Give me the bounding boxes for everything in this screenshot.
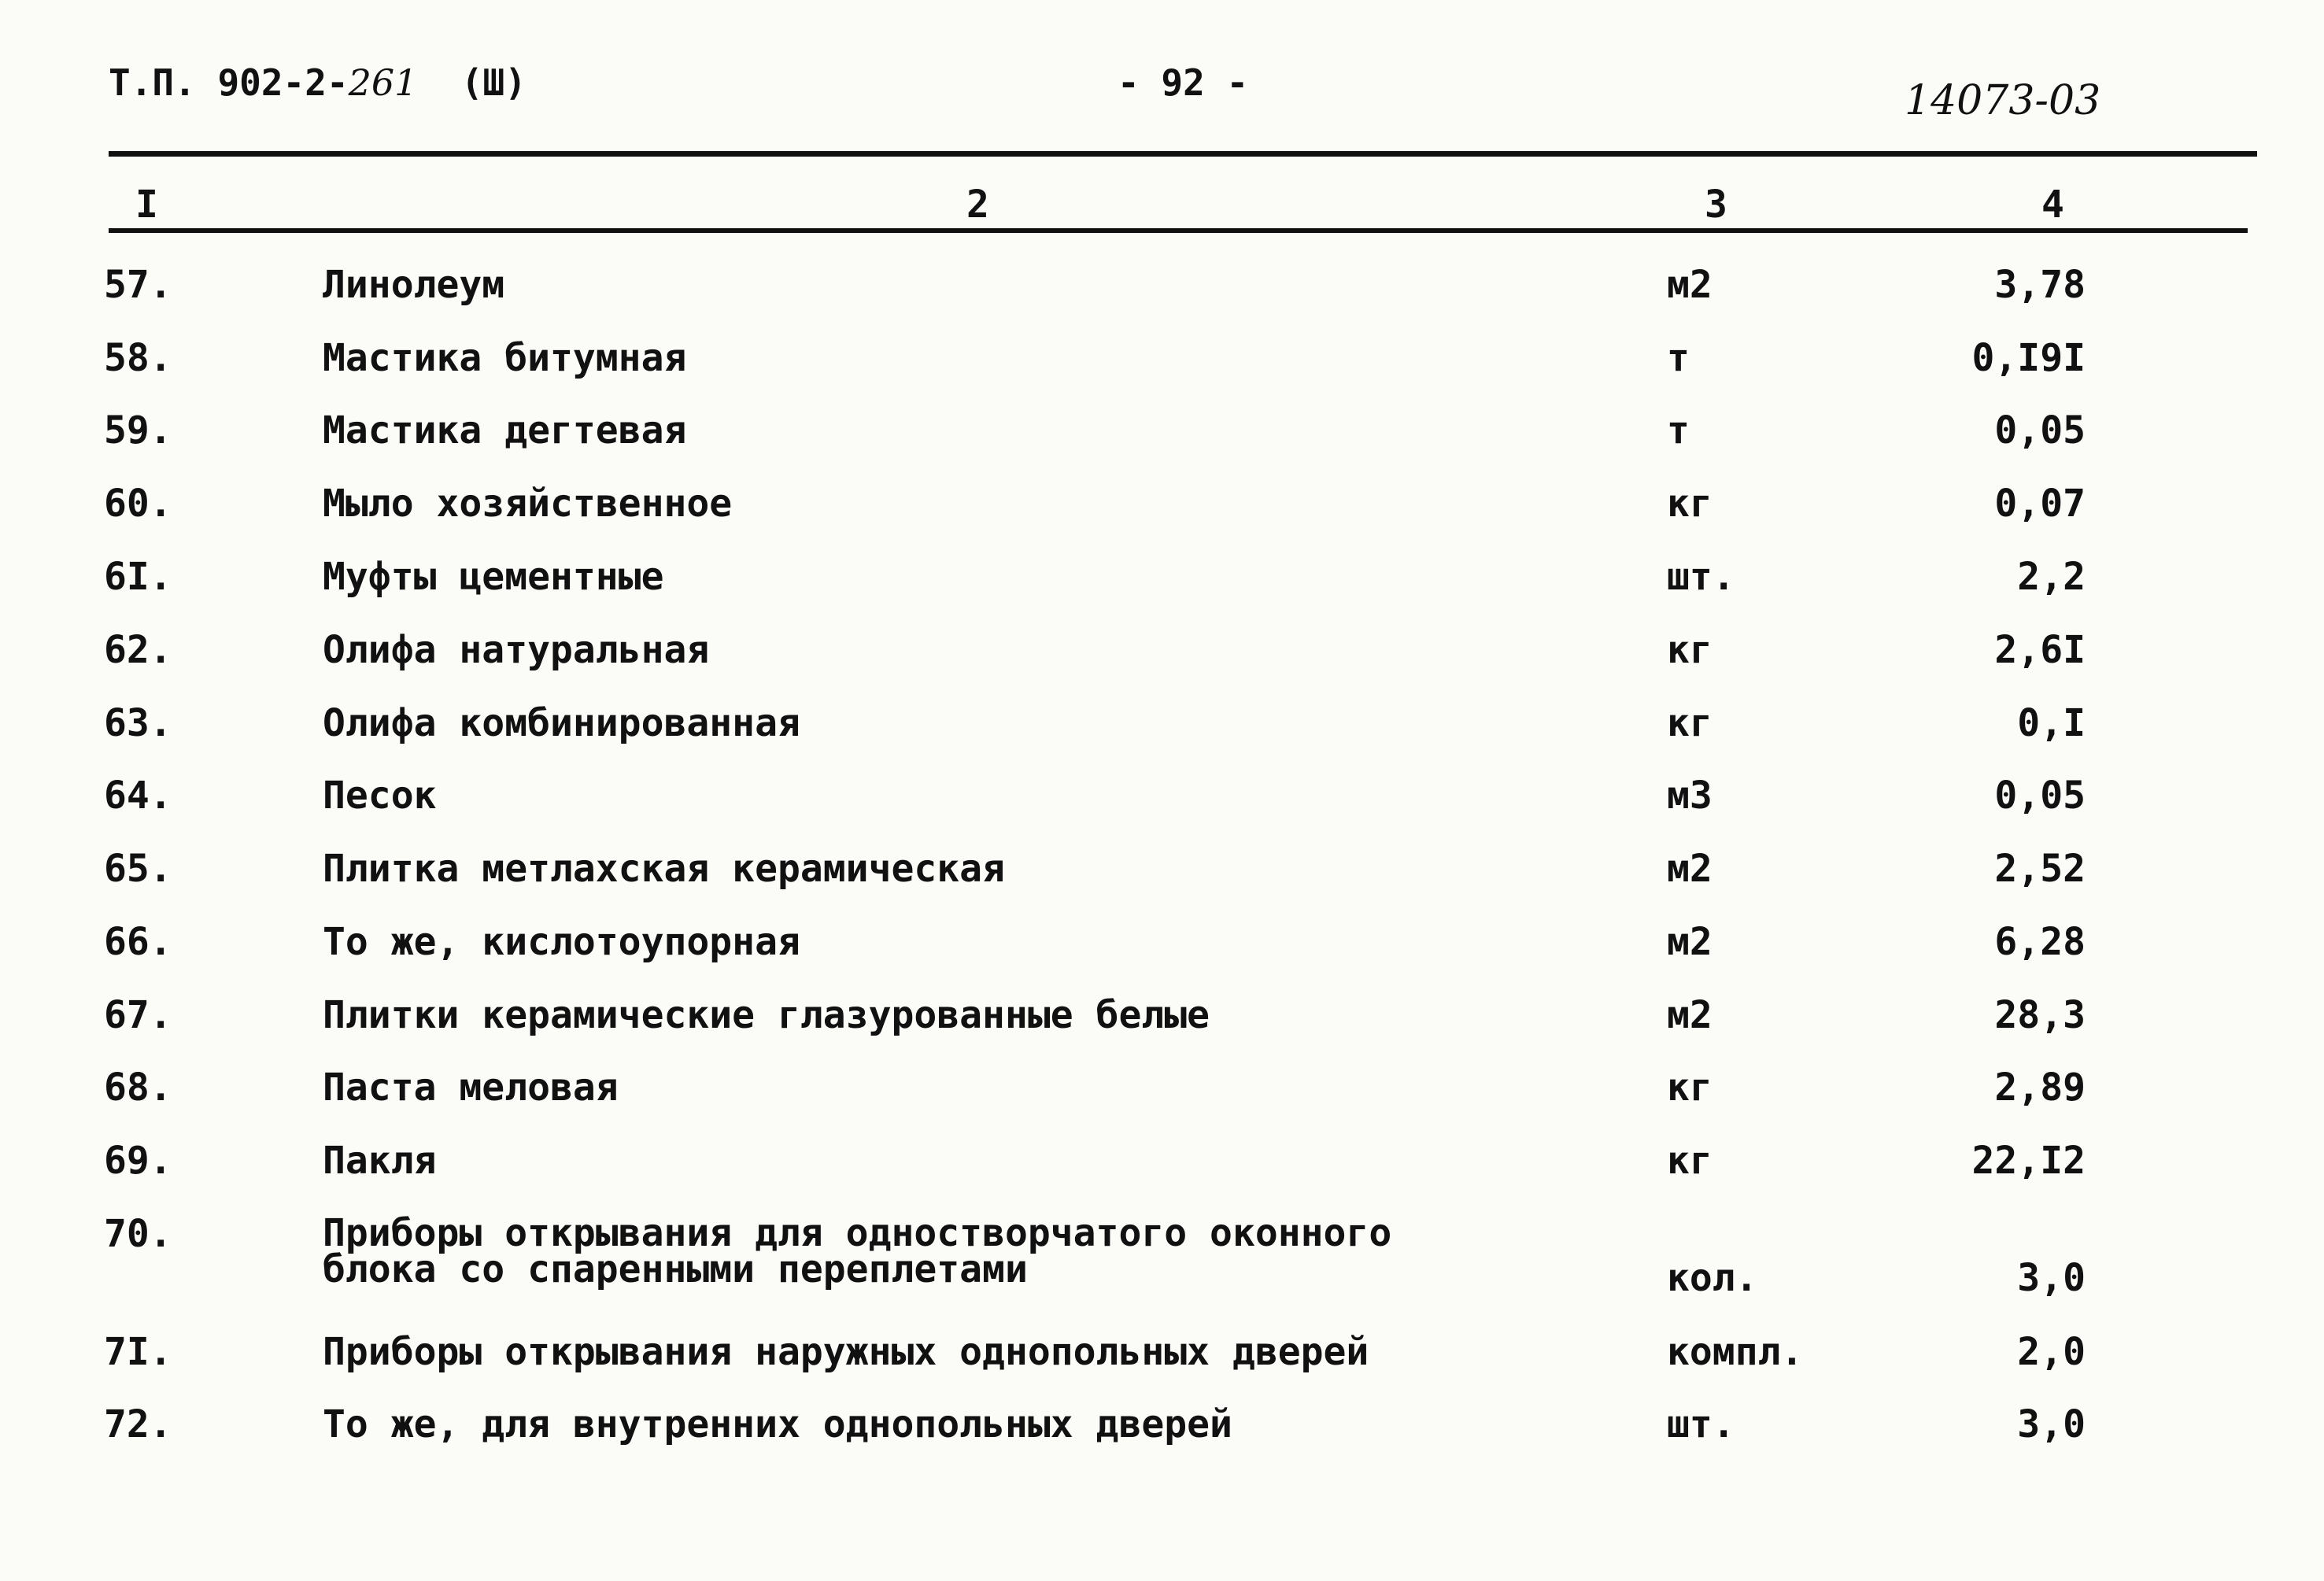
document-code-prefix: Т.П. 902-2-: [109, 61, 349, 104]
table-row: [0, 1402, 2324, 1468]
row-number: 59.: [104, 408, 172, 453]
material-name: Приборы открывания наружных однопольных дверей: [323, 1330, 1369, 1374]
quantity: 2,0: [2017, 1330, 2086, 1374]
table-row: [0, 336, 2324, 402]
row-number: 67.: [104, 993, 172, 1037]
table-row: [0, 628, 2324, 694]
quantity: 2,2: [2017, 555, 2086, 599]
table-row: [0, 1330, 2324, 1396]
table-row: [0, 1066, 2324, 1132]
row-number: 65.: [104, 847, 172, 891]
table-row: [0, 701, 2324, 767]
quantity: 28,3: [1994, 993, 2086, 1037]
unit-of-measure: т: [1667, 408, 1690, 453]
unit-of-measure: т: [1667, 336, 1690, 380]
material-name: Песок: [323, 774, 437, 818]
unit-of-measure: компл.: [1667, 1330, 1804, 1374]
table-row: [0, 1211, 2324, 1317]
document-code-handwritten: 261: [348, 61, 418, 104]
row-number: 60.: [104, 482, 172, 526]
unit-of-measure: кг: [1667, 1139, 1713, 1183]
material-name: Пакля: [323, 1139, 437, 1183]
unit-of-measure: м2: [1667, 263, 1713, 307]
quantity: 0,I: [2017, 701, 2086, 745]
quantity: 3,0: [2017, 1402, 2086, 1446]
unit-of-measure: м2: [1667, 993, 1713, 1037]
row-number: 70.: [104, 1212, 172, 1256]
unit-of-measure: м3: [1667, 774, 1713, 818]
row-number: 6I.: [104, 555, 172, 599]
quantity: 0,07: [1994, 482, 2086, 526]
unit-of-measure: м2: [1667, 920, 1713, 964]
unit-of-measure: кг: [1667, 701, 1713, 745]
row-number: 58.: [104, 336, 172, 380]
material-name: Мыло хозяйственное: [323, 482, 733, 526]
quantity: 2,89: [1994, 1066, 2086, 1110]
quantity: 0,05: [1994, 774, 2086, 818]
row-number: 7I.: [104, 1330, 172, 1374]
table-row: [0, 847, 2324, 913]
column-number-1: I: [135, 183, 158, 227]
table-row: [0, 555, 2324, 621]
unit-of-measure: м2: [1667, 847, 1713, 891]
column-number-3: 3: [1705, 183, 1727, 227]
row-number: 62.: [104, 628, 172, 672]
table-row: [0, 1139, 2324, 1205]
document-code-suffix: (Ш): [460, 61, 527, 104]
table-row: [0, 263, 2324, 329]
material-name: То же, для внутренних однопольных дверей: [323, 1402, 1232, 1446]
row-number: 63.: [104, 701, 172, 745]
material-name: Плитки керамические глазурованные белые: [323, 993, 1210, 1037]
quantity: 2,52: [1994, 847, 2086, 891]
material-name: Паста меловая: [323, 1066, 619, 1110]
material-name: Муфты цементные: [323, 555, 664, 599]
unit-of-measure: шт.: [1667, 555, 1735, 599]
row-number: 72.: [104, 1402, 172, 1446]
material-name: Олифа комбинированная: [323, 701, 800, 745]
table-row: [0, 774, 2324, 840]
column-number-2: 2: [966, 183, 989, 227]
material-name: Мастика битумная: [323, 336, 687, 380]
unit-of-measure: кг: [1667, 482, 1713, 526]
quantity: 0,05: [1994, 408, 2086, 453]
unit-of-measure: шт.: [1667, 1402, 1735, 1446]
quantity: 2,6I: [1994, 628, 2086, 672]
row-number: 69.: [104, 1139, 172, 1183]
row-number: 66.: [104, 920, 172, 964]
row-number: 64.: [104, 774, 172, 818]
unit-of-measure: кг: [1667, 1066, 1713, 1110]
material-name: То же, кислотоупорная: [323, 920, 800, 964]
material-name: Приборы открывания для одностворчатого оконного блока со спаренными переплетами: [323, 1211, 1392, 1291]
unit-of-measure: кол.: [1667, 1256, 1758, 1300]
column-number-4: 4: [2041, 183, 2064, 227]
sheet-code: 14073-03: [1905, 77, 2101, 124]
material-name: Мастика дегтевая: [323, 408, 687, 453]
table-row: [0, 408, 2324, 475]
quantity: 6,28: [1994, 920, 2086, 964]
quantity: 22,I2: [1971, 1139, 2086, 1183]
row-number: 57.: [104, 263, 172, 307]
material-name: Линолеум: [323, 263, 505, 307]
quantity: 3,0: [2017, 1256, 2086, 1300]
table-row: [0, 482, 2324, 548]
material-name: Плитка метлахская керамическая: [323, 847, 1005, 891]
quantity: 0,I9I: [1971, 336, 2086, 380]
row-number: 68.: [104, 1066, 172, 1110]
unit-of-measure: кг: [1667, 628, 1713, 672]
table-row: [0, 920, 2324, 986]
page-number: - 92 -: [1118, 61, 1249, 104]
table-row: [0, 993, 2324, 1059]
material-name: Олифа натуральная: [323, 628, 710, 672]
quantity: 3,78: [1994, 263, 2086, 307]
